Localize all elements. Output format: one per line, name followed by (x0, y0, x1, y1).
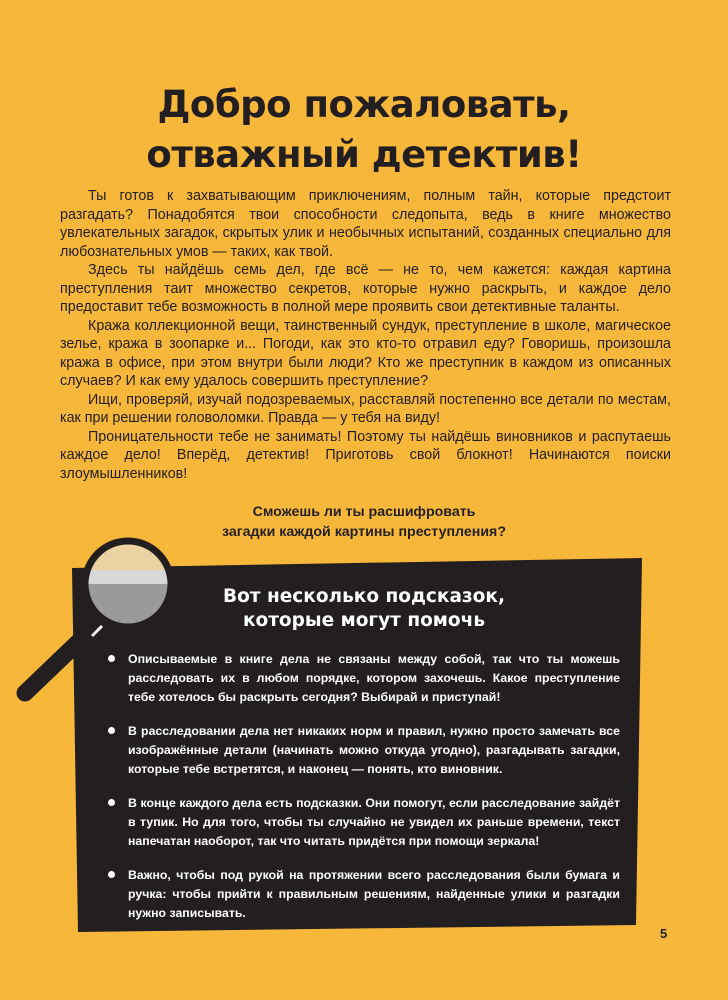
hints-title-line-1: Вот несколько подсказок, (223, 586, 505, 607)
hint-item (108, 794, 620, 851)
hint-item (108, 722, 620, 779)
intro-paragraph: Ищи, проверяй, изучай подозреваемых, расставляй постепенно все детали по местам, как при решении головоломки. Правда — у тебя на виду! (60, 391, 671, 426)
page-number: 5 (660, 926, 668, 941)
cta-line-1: Сможешь ли ты расшифровать (252, 504, 476, 520)
hints-list (108, 650, 620, 938)
cta-line-2: загадки каждой картины преступления? (221, 524, 507, 540)
hint-text: В конце каждого дела есть подсказки. Они помогут, если расследование зайдёт в тупик. Но для того, чтобы ты случайно не увидел их раньше времени, текст напечатан наоборот, так что читать придётся при помощи зеркала! (128, 796, 620, 848)
bullet-icon (108, 799, 115, 806)
hint-text: Важно, чтобы под рукой на протяжении всего расследования были бумага и ручка: чтобы прийти к правильным решениям, найденные улики и разгадки нужно записывать. (128, 868, 620, 920)
hints-title-line-2: которые могут помочь (242, 610, 486, 631)
hint-item (108, 650, 620, 707)
hint-item (108, 866, 620, 923)
intro-paragraph: Кража коллекционной вещи, таинственный сундук, преступление в школе, магическое зелье, кража в зоопарке и... Погоди, как это кто-то отравил еду? Говоришь, произошла кража в офисе, при этом внутри были люди? Кто же преступник в каждом из описанных случаев? И как ему удалось совершить преступление? (60, 317, 671, 389)
intro-paragraph: Проницательности тебе не занимать! Поэтому ты найдёшь виновников и распутаешь каждое дело! Вперёд, детектив! Приготовь свой блокнот! Начинаются поиски злоумышленников! (60, 428, 671, 482)
bullet-icon (108, 655, 115, 662)
intro-paragraph: Здесь ты найдёшь семь дел, где всё — не то, чем кажется: каждая картина преступления таит множество секретов, которые нужно раскрыть, и каждое дело предоставит тебе возможность в полной мере проявить свои детективные таланты. (60, 262, 671, 315)
title-line-1: Добро пожаловать, (157, 83, 571, 126)
hint-text: В расследовании дела нет никаких норм и правил, нужно просто замечать все изображённые детали (начинать можно откуда угодно), разгадывать загадки, которые тебе встретятся, и наконец — понять, кто виновник. (128, 724, 620, 776)
intro-paragraph: Ты готов к захватывающим приключениям, полным тайн, которые предстоит разгадать? Понадобятся твои способности следопыта, ведь в книге множество увлекательных загадок, скрытых улик и необычных испытаний, созданных специально для любознательных умов — таких, как твой. (60, 188, 671, 260)
hints-title (0, 585, 728, 633)
title-line-2: отважный детектив! (146, 133, 582, 176)
hint-text: Описываемые в книге дела не связаны между собой, так что ты можешь расследовать их в любом порядке, котором захочешь. Какое преступление тебе хотелось бы раскрыть сегодня? Выбирай и приступай! (128, 652, 620, 704)
bullet-icon (108, 871, 115, 878)
bullet-icon (108, 727, 115, 734)
